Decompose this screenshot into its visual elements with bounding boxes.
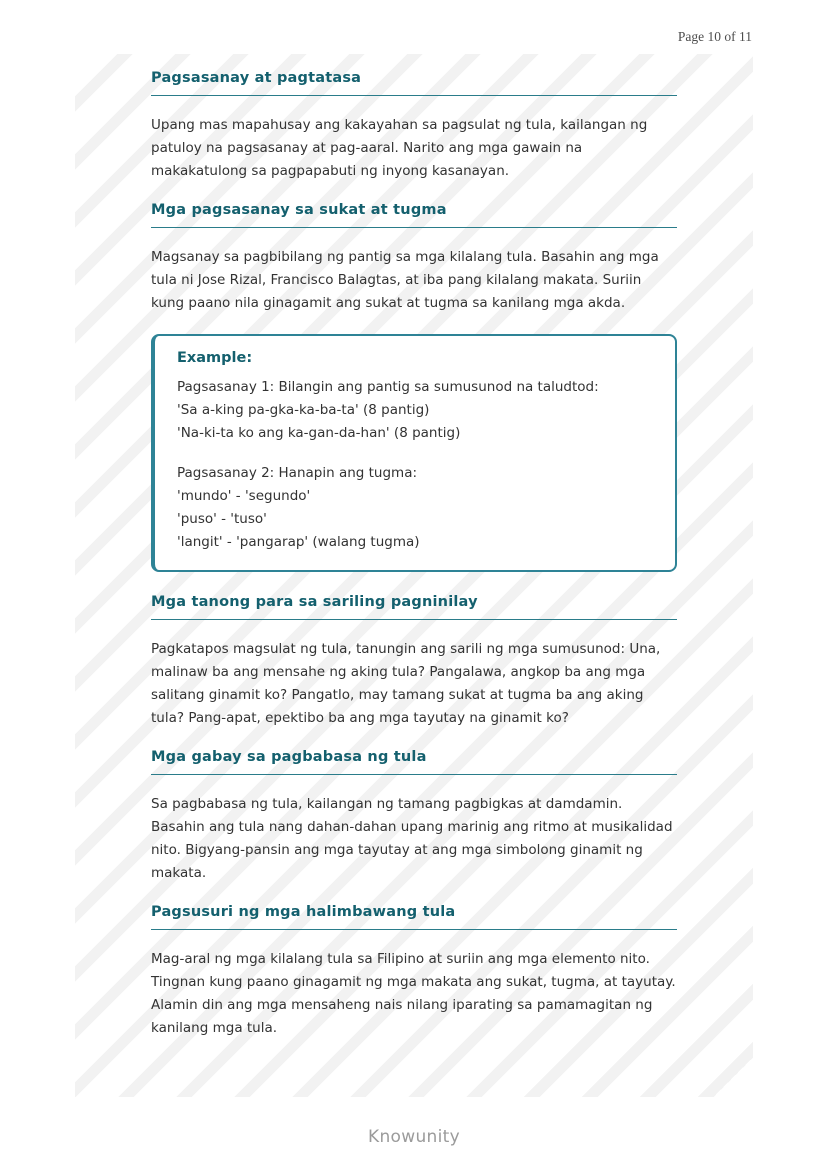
example-group-1 bbox=[177, 376, 653, 445]
example-line: 'Sa a-king pa-gka-ka-ba-ta' (8 pantig) bbox=[177, 402, 430, 418]
example-line: Pagsasanay 1: Bilangin ang pantig sa sumusunod na taludtod: bbox=[177, 379, 599, 395]
section-heading: Mga tanong para sa sariling pagninilay bbox=[151, 594, 677, 620]
section-body: Mag-aral ng mga kilalang tula sa Filipino at suriin ang mga elemento nito. Tingnan kung paano ginagamit ng mga makata ang sukat, tugma, at tayutay. Alamin din ang mga mensaheng nais nilang iparating sa pamamagitan ng kanilang mga tula. bbox=[151, 951, 676, 1036]
example-group-2 bbox=[177, 462, 653, 554]
document-panel bbox=[75, 54, 753, 1097]
section-pagsasanay-at-pagtatasa bbox=[151, 70, 677, 183]
section-heading: Mga gabay sa pagbabasa ng tula bbox=[151, 749, 677, 775]
example-box bbox=[151, 334, 677, 572]
section-pagsusuri-ng-mga-halimbawang-tula bbox=[151, 904, 677, 1040]
example-line: 'langit' - 'pangarap' (walang tugma) bbox=[177, 534, 420, 550]
brand-footer: Knowunity bbox=[368, 1127, 460, 1147]
section-heading: Pagsusuri ng mga halimbawang tula bbox=[151, 904, 677, 930]
example-line: 'mundo' - 'segundo' bbox=[177, 488, 311, 504]
page-number: Page 10 of 11 bbox=[677, 29, 752, 44]
section-body: Pagkatapos magsulat ng tula, tanungin ang sarili ng mga sumusunod: Una, malinaw ba ang mensahe ng aking tula? Pangalawa, angkop ba ang mga salitang ginamit ko? Pangatlo, may tamang sukat at tugma ba ang aking tula? Pang-apat, epektibo ba ang mga tayutay na ginamit ko? bbox=[151, 641, 661, 726]
section-heading: Pagsasanay at pagtatasa bbox=[151, 70, 677, 96]
section-mga-tanong-para-sa-sariling-pagninilay bbox=[151, 594, 677, 730]
section-heading: Mga pagsasanay sa sukat at tugma bbox=[151, 202, 677, 228]
example-box-title: Example: bbox=[177, 350, 253, 366]
example-line: Pagsasanay 2: Hanapin ang tugma: bbox=[177, 465, 418, 481]
section-body: Upang mas mapahusay ang kakayahan sa pagsulat ng tula, kailangan ng patuloy na pagsasanay at pag-aaral. Narito ang mga gawain na makakatulong sa pagpapabuti ng inyong kasanayan. bbox=[151, 117, 648, 179]
document-content bbox=[75, 54, 753, 1040]
example-line: 'Na-ki-ta ko ang ka-gan-da-han' (8 pantig) bbox=[177, 425, 461, 441]
section-mga-pagsasanay-sa-sukat-at-tugma bbox=[151, 202, 677, 315]
section-body: Magsanay sa pagbibilang ng pantig sa mga kilalang tula. Basahin ang mga tula ni Jose Rizal, Francisco Balagtas, at iba pang kilalang makata. Suriin kung paano nila ginagamit ang sukat at tugma sa kanilang mga akda. bbox=[151, 249, 659, 311]
section-mga-gabay-sa-pagbabasa-ng-tula bbox=[151, 749, 677, 885]
example-line: 'puso' - 'tuso' bbox=[177, 511, 267, 527]
section-body: Sa pagbabasa ng tula, kailangan ng tamang pagbigkas at damdamin. Basahin ang tula nang dahan-dahan upang marinig ang ritmo at musikalidad nito. Bigyang-pansin ang mga tayutay at ang mga simbolong ginamit ng makata. bbox=[151, 796, 673, 881]
